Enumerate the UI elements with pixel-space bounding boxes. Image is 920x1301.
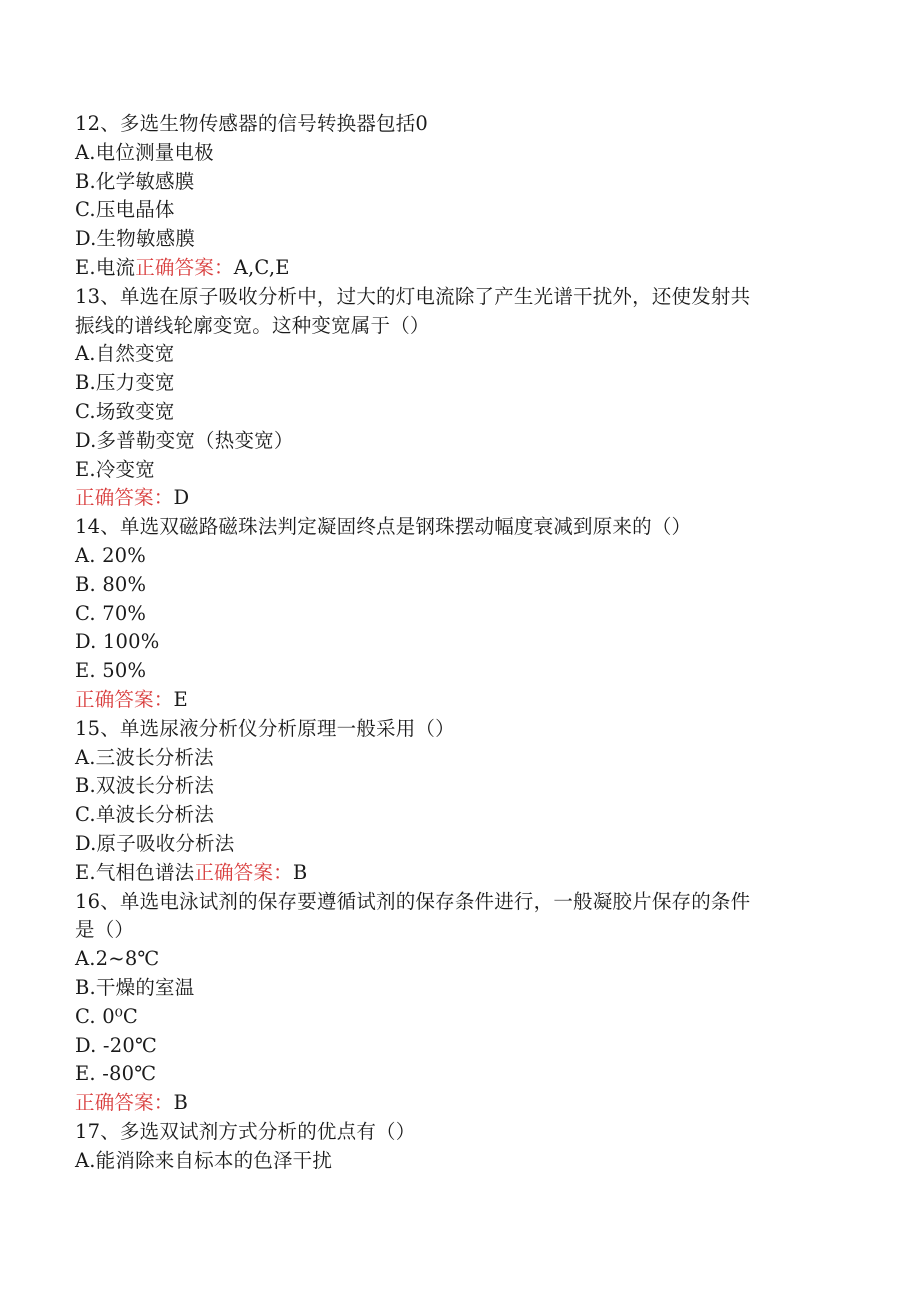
question-text-content: 15、单选尿液分析仪分析原理一般采用（） bbox=[75, 716, 455, 740]
option-text: A.电位测量电极 bbox=[75, 140, 214, 164]
option-text: A.能消除来自标本的色泽干扰 bbox=[75, 1148, 333, 1172]
option-text: E.气相色谱法 bbox=[75, 860, 195, 884]
option-text: C.场致变宽 bbox=[75, 399, 175, 423]
option-text: B.双波长分析法 bbox=[75, 774, 215, 798]
option-text: A.2~8℃ bbox=[75, 947, 160, 971]
option-line bbox=[75, 974, 815, 1003]
question-text-content: 12、多选生物传感器的信号转换器包括0 bbox=[75, 112, 429, 135]
question-text-content: 16、单选电泳试剂的保存要遵循试剂的保存条件进行，一般凝胶片保存的条件 bbox=[75, 889, 751, 913]
option-text: E.冷变宽 bbox=[75, 457, 155, 481]
option-text: B.干燥的室温 bbox=[75, 975, 195, 999]
question-text-content: 14、单选双磁路磁珠法判定凝固终点是钢珠摆动幅度衰减到原来的（） bbox=[75, 515, 692, 539]
option-line bbox=[75, 571, 815, 600]
answer-label: 正确答案： bbox=[194, 860, 293, 884]
option-text: A.自然变宽 bbox=[75, 342, 175, 366]
option-line bbox=[75, 456, 815, 485]
option-text: B.化学敏感膜 bbox=[75, 169, 195, 193]
option-line bbox=[75, 1147, 815, 1176]
option-line bbox=[75, 139, 815, 168]
option-text: A. 20% bbox=[75, 543, 147, 567]
option-line-with-answer bbox=[75, 254, 815, 283]
option-text: B. 80% bbox=[75, 572, 147, 596]
question-text-content: 17、多选双试剂方式分析的优点有（） bbox=[75, 1119, 416, 1143]
answer-value: A,C,E bbox=[233, 255, 290, 279]
answer-value: B bbox=[173, 1091, 189, 1115]
option-line bbox=[75, 427, 815, 456]
answer-value: E bbox=[173, 687, 188, 711]
option-line bbox=[75, 225, 815, 254]
option-line bbox=[75, 1003, 815, 1032]
option-line bbox=[75, 657, 815, 686]
option-line bbox=[75, 628, 815, 657]
question-list bbox=[75, 110, 815, 1175]
option-line bbox=[75, 945, 815, 974]
option-text: D. -20℃ bbox=[75, 1033, 157, 1057]
question-text bbox=[75, 1118, 815, 1147]
answer-label: 正确答案： bbox=[75, 1091, 174, 1115]
answer-label: 正确答案： bbox=[75, 486, 174, 510]
option-text: D.生物敏感膜 bbox=[75, 227, 196, 251]
option-text: C.压电晶体 bbox=[75, 198, 175, 222]
option-text: E. -80℃ bbox=[75, 1062, 157, 1086]
answer-line bbox=[75, 1089, 815, 1118]
option-text: E. 50% bbox=[75, 659, 147, 683]
option-line bbox=[75, 398, 815, 427]
answer-line bbox=[75, 484, 815, 513]
option-line bbox=[75, 1032, 815, 1061]
question-text bbox=[75, 283, 815, 312]
option-line bbox=[75, 369, 815, 398]
question-text-content: 13、单选在原子吸收分析中，过大的灯电流除了产生光谱干扰外，还使发射共 bbox=[75, 284, 751, 308]
answer-label: 正确答案： bbox=[135, 255, 234, 279]
option-text: D. 100% bbox=[75, 630, 160, 654]
option-text: D.原子吸收分析法 bbox=[75, 831, 235, 855]
option-line bbox=[75, 830, 815, 859]
document-page bbox=[75, 110, 815, 1175]
option-text: A.三波长分析法 bbox=[75, 745, 214, 769]
answer-line bbox=[75, 686, 815, 715]
option-text: E.电流 bbox=[75, 255, 136, 279]
option-line bbox=[75, 744, 815, 773]
option-text: C.单波长分析法 bbox=[75, 803, 215, 827]
question-text bbox=[75, 888, 815, 917]
option-line bbox=[75, 542, 815, 571]
question-text-content: 是（） bbox=[75, 918, 135, 942]
question-text-content: 振线的谱线轮廓变宽。这种变宽属于（） bbox=[75, 313, 430, 337]
question-text bbox=[75, 916, 815, 945]
option-line bbox=[75, 168, 815, 197]
answer-value: D bbox=[173, 486, 190, 510]
question-text bbox=[75, 312, 815, 341]
option-text: C. 70% bbox=[75, 601, 147, 625]
option-line-with-answer bbox=[75, 859, 815, 888]
option-line bbox=[75, 196, 815, 225]
question-text bbox=[75, 110, 815, 139]
option-line bbox=[75, 340, 815, 369]
question-text bbox=[75, 513, 815, 542]
option-text: C. 0⁰C bbox=[75, 1004, 138, 1028]
option-line bbox=[75, 801, 815, 830]
answer-value: B bbox=[292, 860, 308, 884]
answer-label: 正确答案： bbox=[75, 687, 174, 711]
option-text: D.多普勒变宽（热变宽） bbox=[75, 428, 294, 452]
question-text bbox=[75, 715, 815, 744]
option-line bbox=[75, 600, 815, 629]
option-line bbox=[75, 1060, 815, 1089]
option-text: B.压力变宽 bbox=[75, 371, 175, 395]
option-line bbox=[75, 772, 815, 801]
